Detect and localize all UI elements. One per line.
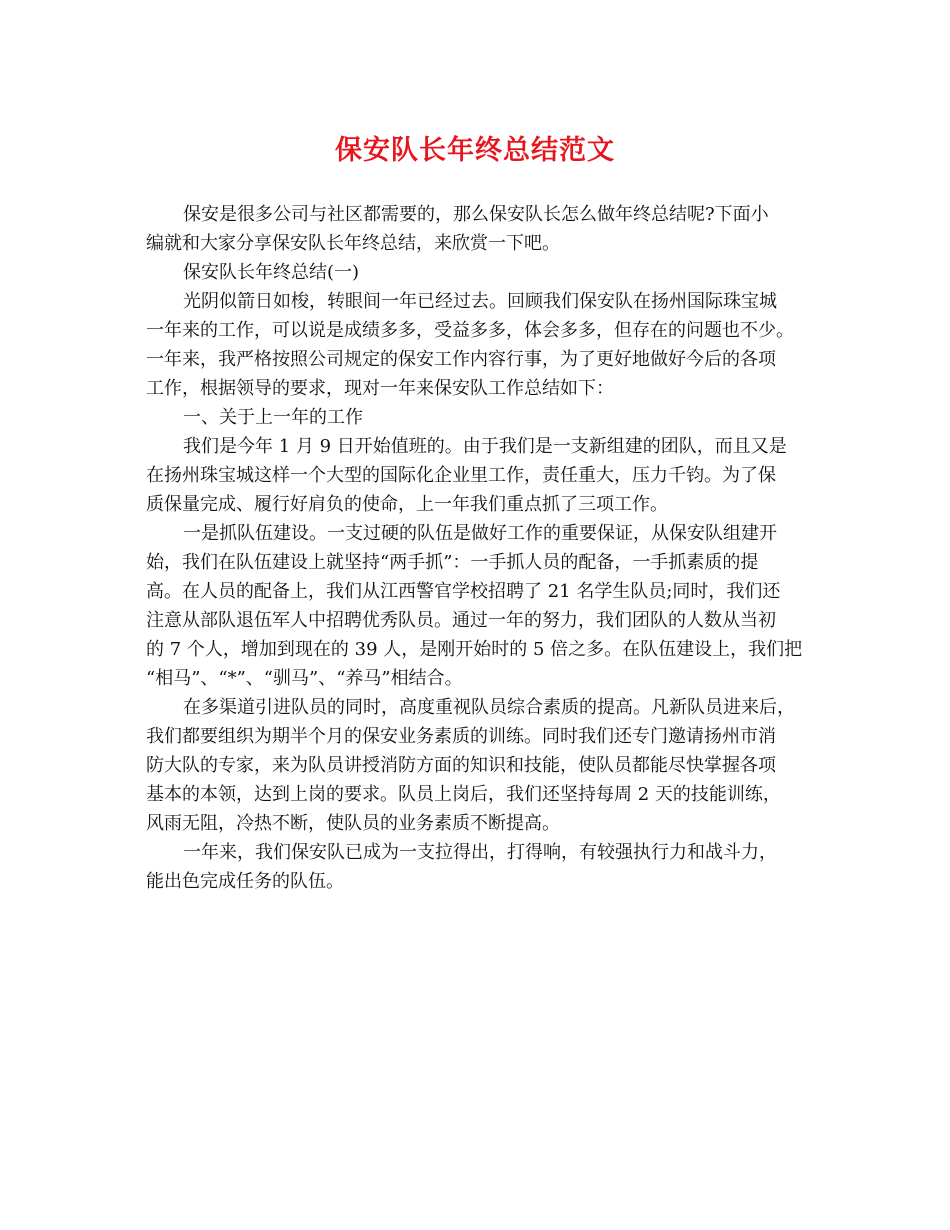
page-title: 保安队长年终总结范文 (335, 135, 615, 166)
body-line: 防大队的专家，来为队员讲授消防方面的知识和技能，使队员都能尽快掌握各项 (146, 755, 776, 776)
body-line: 能出色完成任务的队伍。 (146, 871, 344, 892)
body-line: 注意从部队退伍军人中招聘优秀队员。通过一年的努力，我们团队的人数从当初 (146, 610, 776, 631)
body-line: 一是抓队伍建设。一支过硬的队伍是做好工作的重要保证，从保安队组建开 (183, 523, 777, 544)
body-line: 光阴似箭日如梭，转眼间一年已经过去。回顾我们保安队在扬州国际珠宝城 (183, 291, 777, 312)
body-line: 基本的本领，达到上岗的要求。队员上岗后，我们还坚持每周 2 天的技能训练， (146, 784, 781, 805)
body-line: 高。在人员的配备上，我们从江西警官学校招聘了 21 名学生队员;同时，我们还 (146, 581, 781, 602)
body-line: 一年来，我们保安队已成为一支拉得出，打得响，有较强执行力和战斗力， (183, 842, 777, 863)
body-line: 保安队长年终总结(一) (183, 262, 360, 283)
body-line: 一年来的工作，可以说是成绩多多，受益多多，体会多多，但存在的问题也不少。 (146, 320, 794, 341)
body-line: 在多渠道引进队员的同时，高度重视队员综合素质的提高。凡新队员进来后， (183, 697, 795, 718)
body-line: 质保量完成、履行好肩负的使命，上一年我们重点抓了三项工作。 (146, 494, 668, 515)
body-line: 一年来，我严格按照公司规定的保安工作内容行事，为了更好地做好今后的各项 (146, 349, 776, 370)
body-line: 我们都要组织为期半个月的保安业务素质的训练。同时我们还专门邀请扬州市消 (146, 726, 776, 747)
document-body (146, 200, 806, 896)
body-line: 保安是很多公司与社区都需要的，那么保安队长怎么做年终总结呢?下面小 (183, 204, 769, 225)
body-line: 风雨无阻，冷热不断，使队员的业务素质不断提高。 (146, 813, 560, 834)
body-line: 始，我们在队伍建设上就坚持“两手抓”：一手抓人员的配备，一手抓素质的提 (146, 552, 759, 573)
body-line: 的 7 个人，增加到现在的 39 人，是刚开始时的 5 倍之多。在队伍建设上，我们把 (146, 639, 803, 660)
body-line: 工作，根据领导的要求，现对一年来保安队工作总结如下： (146, 378, 614, 399)
body-line: 我们是今年 1 月 9 日开始值班的。由于我们是一支新组建的团队，而且又是 (183, 436, 787, 457)
body-line: 在扬州珠宝城这样一个大型的国际化企业里工作，责任重大，压力千钧。为了保 (146, 465, 776, 486)
body-line: 一、关于上一年的工作 (183, 407, 363, 428)
body-line: “相马”、“*”、“驯马”、“养马”相结合。 (146, 668, 463, 689)
body-line: 编就和大家分享保安队长年终总结，来欣赏一下吧。 (146, 233, 560, 254)
